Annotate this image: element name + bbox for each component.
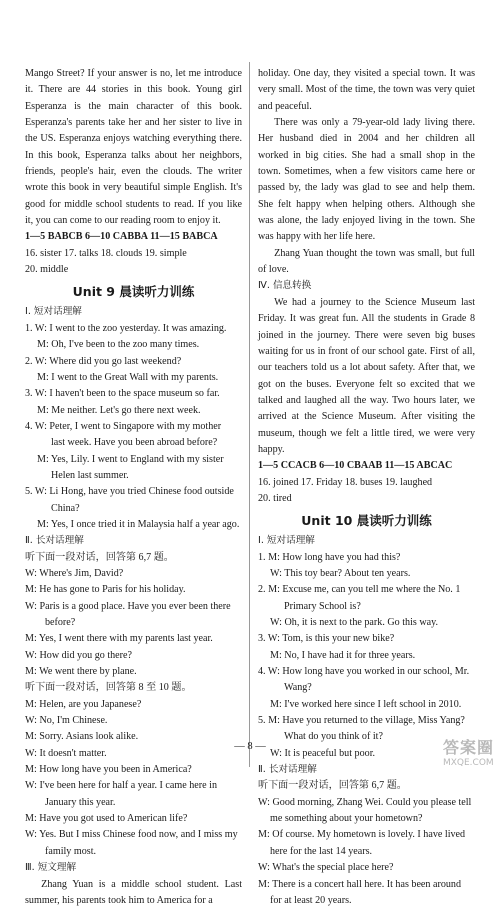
section-heading: Ⅱ. 长对话理解: [258, 762, 475, 778]
passage-paragraph: Zhang Yuan thought the town was small, but full of love.: [258, 246, 475, 279]
answers-line-3: 20. tired: [258, 491, 475, 507]
dialogue-line: W: What's the special place here?: [258, 860, 475, 876]
dialogue-line: Helen last summer.: [25, 468, 242, 484]
dialogue-line: Primary School is?: [258, 599, 475, 615]
dialogue-line: W: I've been here for half a year. I came here in: [25, 778, 242, 794]
unit10-title: Unit 10 晨读听力训练: [258, 511, 475, 531]
section-heading: Ⅱ. 长对话理解: [25, 533, 242, 549]
dialogue-line: What do you think of it?: [258, 729, 475, 745]
dialogue-line: 2. W: Where did you go last weekend?: [25, 354, 242, 370]
dialogue-line: 3. W: Tom, is this your new bike?: [258, 631, 475, 647]
dialogue-line: W: No, I'm Chinese.: [25, 713, 242, 729]
dialogue-line: M: No, I have had it for three years.: [258, 648, 475, 664]
dialogue-line: M: Yes, I once tried it in Malaysia half a year ago.: [25, 517, 242, 533]
answers-line-1: 1—5 CCACB 6—10 CBAAB 11—15 ABCAC: [258, 458, 475, 474]
passage-paragraph: There was only a 79-year-old lady living there. Her husband died in 2004 and her children all worked in big cities. She had a small shop in the town. Sometimes, when a few visitors came here or passed by, the lady was glad to see and help them. She felt happy when helping others. Although she was alone, the lady enjoyed living in the town. She was happy with her life here.: [258, 115, 475, 246]
dialogue-line: M: I've worked here since I left school in 2010.: [258, 697, 475, 713]
dialogue-line: W: This toy bear? About ten years.: [258, 566, 475, 582]
dialogue-line: M: Have you got used to American life?: [25, 811, 242, 827]
page-number: — 8 —: [0, 741, 500, 752]
dialogue-line: family most.: [25, 844, 242, 860]
dialogue-line: M: We went there by plane.: [25, 664, 242, 680]
section-heading: Ⅲ. 短文理解: [25, 860, 242, 876]
answers-line-2: 16. sister 17. talks 18. clouds 19. simple: [25, 246, 242, 262]
dialogue-line: Wang?: [258, 680, 475, 696]
dialogue-line: M: I went to the Great Wall with my parents.: [25, 370, 242, 386]
answers-line-1: 1—5 BABCB 6—10 CABBA 11—15 BABCA: [25, 229, 242, 245]
dialogue-line: W: Paris is a good place. Have you ever been there: [25, 599, 242, 615]
dialogue-line: 5. M: Have you returned to the village, Miss Yang?: [258, 713, 475, 729]
dialogue-line: W: How did you go there?: [25, 648, 242, 664]
dialogue-line: 4. W: Peter, I went to Singapore with my mother: [25, 419, 242, 435]
section-heading: Ⅰ. 短对话理解: [258, 533, 475, 549]
dialogue-line: W: Where's Jim, David?: [25, 566, 242, 582]
answers-line-2: 16. joined 17. Friday 18. buses 19. laughed: [258, 475, 475, 491]
dialogue-line: China?: [25, 501, 242, 517]
passage-paragraph: holiday. One day, they visited a special town. It was very small. Most of the time, the town was very quiet and peaceful.: [258, 66, 475, 115]
dialogue-line: 2. M: Excuse me, can you tell me where the No. 1: [258, 582, 475, 598]
dialogue-line: W: Good morning, Zhang Wei. Could you please tell: [258, 795, 475, 811]
dialogue-line: 1. M: How long have you had this?: [258, 550, 475, 566]
answers-line-3: 20. middle: [25, 262, 242, 278]
dialogue-line: W: It doesn't matter.: [25, 746, 242, 762]
dialogue-line: M: How long have you been in America?: [25, 762, 242, 778]
unit9-title: Unit 9 晨读听力训练: [25, 282, 242, 302]
dialogue-line: M: Me neither. Let's go there next week.: [25, 403, 242, 419]
instruction-line: 听下面一段对话，回答第 6,7 题。: [25, 550, 242, 566]
passage-paragraph: We had a journey to the Science Museum last Friday. It was great fun. All the students in Grade 8 joined in the journey. There were seven big buses waiting for us in front of our school gate. First of all, our teachers told us a lot about safety. After that, we got on the buses. Everyone felt so excited that we talked and laughed all the way. Two hours later, we arrived at the Science Museum. After visiting the museum, though we felt a little tired, we were very happy.: [258, 295, 475, 458]
watermark-cn: 答案圈: [443, 735, 494, 758]
dialogue-line: last week. Have you been abroad before?: [25, 435, 242, 451]
instruction-line: 听下面一段对话，回答第 6,7 题。: [258, 778, 475, 794]
dialogue-line: me something about your hometown?: [258, 811, 475, 827]
right-column: [258, 66, 475, 909]
instruction-line: 听下面一段对话，回答第 8 至 10 题。: [25, 680, 242, 696]
dialogue-line: 5. W: Li Hong, have you tried Chinese food outside: [25, 484, 242, 500]
column-divider: [249, 62, 250, 767]
dialogue-line: before?: [25, 615, 242, 631]
watermark-logo: [443, 735, 494, 768]
left-column: [25, 66, 242, 909]
dialogue-line: M: Of course. My hometown is lovely. I have lived: [258, 827, 475, 843]
dialogue-line: 3. W: I haven't been to the space museum so far.: [25, 386, 242, 402]
dialogue-line: 4. W: How long have you worked in our school, Mr.: [258, 664, 475, 680]
dialogue-line: W: Yes. But I miss Chinese food now, and I miss my: [25, 827, 242, 843]
section-heading: Ⅳ. 信息转换: [258, 278, 475, 294]
dialogue-line: M: Sorry. Asians look alike.: [25, 729, 242, 745]
dialogue-line: W: It is peaceful but poor.: [258, 746, 475, 762]
dialogue-line: here for the last 14 years.: [258, 844, 475, 860]
dialogue-line: January this year.: [25, 795, 242, 811]
dialogue-line: 1. W: I went to the zoo yesterday. It was amazing.: [25, 321, 242, 337]
dialogue-line: M: Yes, Lily. I went to England with my sister: [25, 452, 242, 468]
intro-paragraph: Mango Street? If your answer is no, let me introduce it. There are 44 stories in this book. Young girl Esperanza is the main character of this book. Esperanza's parents take her and her sister to live in the US. Esperanza enjoys watching everything there. In this book, Esperanza talks about her neighbors, friends, people's hair, even the clouds. The writer wrote this book in very beautiful simple English. It's good for middle school students to read. If you like it, you can come to our reading room to enjoy it.: [25, 66, 242, 229]
passage-paragraph: Zhang Yuan is a middle school student. Last summer, his parents took him to America for a: [25, 877, 242, 909]
dialogue-line: M: Yes, I went there with my parents last year.: [25, 631, 242, 647]
dialogue-line: M: Oh, I've been to the zoo many times.: [25, 337, 242, 353]
dialogue-line: for at least 20 years.: [258, 893, 475, 909]
dialogue-line: W: Oh, it is next to the park. Go this way.: [258, 615, 475, 631]
dialogue-line: M: Helen, are you Japanese?: [25, 697, 242, 713]
section-heading: Ⅰ. 短对话理解: [25, 304, 242, 320]
watermark-url: MXQE.COM: [443, 758, 494, 768]
dialogue-line: M: There is a concert hall here. It has been around: [258, 877, 475, 893]
dialogue-line: M: He has gone to Paris for his holiday.: [25, 582, 242, 598]
